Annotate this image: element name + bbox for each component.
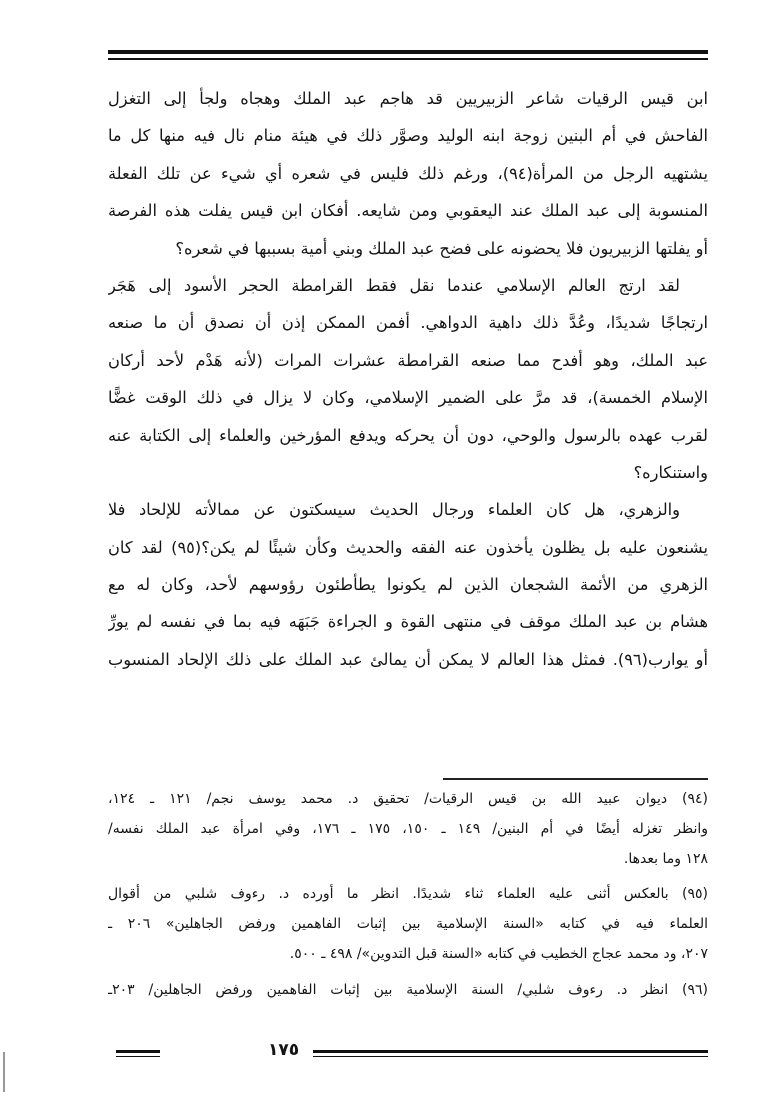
footer-rule-thick [313, 1050, 708, 1053]
header-rule-thick [108, 50, 708, 54]
footnote-separator [443, 778, 708, 780]
text-line: لقد ارتج العالم الإسلامي عندما نقل فقط القرامطة الحجر الأسود إلى هَجَر [108, 275, 680, 295]
text-line: هشام بن عبد الملك موقف في منتهى القوة و الجراءة جَبَهَه فيه بما في نفسه لم يورِّ [108, 612, 708, 632]
text-line: لقرب عهده بالرسول والوحي، دون أن يحركه ويدفع المؤرخين والعلماء إلى الكتابة عنه [108, 425, 708, 445]
paragraph [108, 491, 708, 678]
text-line: يشنعون عليه بل يظلون يأخذون عنه الفقه والحديث وكأن شيئًا لم يكن؟(٩٥) لقد كان [108, 537, 708, 557]
footnote-95 [108, 880, 708, 969]
page-number: ١٧٥ [268, 1040, 300, 1060]
paragraph [108, 80, 708, 267]
footnote-line: (٩٦) انظر د. رءوف شلبي/ السنة الإسلامية بين إثبات الفاهمين ورفض الجاهلين/ ٢٠٣ـ [108, 981, 708, 998]
footnote-96 [108, 976, 708, 1006]
footnote-line: العلماء فيه في كتابه «السنة الإسلامية بين إثبات الفاهمين ورفض الجاهلين» ٢٠٦ ـ [108, 916, 708, 933]
footnote-line: ٢٠٧، ود محمد عجاج الخطيب في كتابه «السنة قبل التدوين»/ ٤٩٨ ـ ٥٠٠. [289, 945, 708, 962]
footnotes [108, 785, 708, 1006]
text-line: والزهري، هل كان العلماء ورجال الحديث سيسكتون عن ممالأته للإلحاد فلا [108, 500, 680, 520]
text-line: أو يوارب(٩٦). فمثل هذا العالم لا يمكن أن يمالئ عبد الملك على ذلك الإلحاد المنسوب [108, 649, 708, 669]
text-line: الإسلام الخمسة)، قد مرَّ على الضمير الإسلامي، وكان لا يزال في ذلك الوقت غضًّا [108, 388, 708, 408]
text-line: يشتهيه الرجل من المرأة(٩٤)، ورغم ذلك فليس في شعره أي شيء عن تلك الفعلة [108, 163, 708, 183]
main-text [108, 80, 708, 678]
page-footer [108, 1042, 708, 1064]
footnote-line: وانظر تغزله أيضًا في أم البنين/ ١٤٩ ـ ١٥٠، ١٧٥ ـ ١٧٦، وفي امرأة عبد الملك نفسه/ [108, 820, 708, 837]
footer-rule-short-thick [116, 1050, 160, 1053]
footnote-94 [108, 785, 708, 874]
footer-rule-short-thin [116, 1056, 160, 1057]
paragraph [108, 267, 708, 491]
text-line: ارتجاجًا شديدًا، وعُدَّ ذلك داهية الدواهي. أفمن الممكن إذن أن نصدق أن ما صنعه [108, 313, 708, 333]
text-line: المنسوبة إلى عبد الملك عند اليعقوبي ومن شايعه. أفكان ابن قيس يفلت هذه الفرصة [108, 201, 708, 221]
text-line: الزهري من الأئمة الشجعان الذين لم يكونوا يطأطئون رؤوسهم لأحد، وكان له مع [108, 575, 708, 595]
footnote-line: (٩٤) ديوان عبيد الله بن قيس الرقيات/ تحقيق د. محمد يوسف نجم/ ١٢١ ـ ١٢٤، [108, 791, 708, 807]
text-line: الفاحش في أم البنين زوجة ابنه الوليد وصوَّر ذلك في هيئة منام نال فيه منها كل ما [108, 126, 708, 146]
footnote-line: (٩٥) بالعكس أثنى عليه العلماء ثناء شديدًا. انظر ما أورده د. رءوف شلبي من أقوال [108, 886, 708, 903]
text-line: أو يفلتها الزبيريون فلا يحضونه على فضح عبد الملك وبني أمية بسببها في شعره؟ [175, 238, 708, 258]
footer-rule-thin [313, 1056, 708, 1057]
header-rule-thin [108, 58, 708, 60]
text-line: ابن قيس الرقيات شاعر الزبيريين قد هاجم عبد الملك وهجاه ولجأ إلى التغزل [108, 89, 708, 108]
scan-edge-mark [3, 1052, 5, 1092]
text-line: عبد الملك، وهو أفدح مما صنعه القرامطة عشرات المرات (لأنه هَدْم لأحد أركان [108, 350, 708, 370]
footnote-line: ١٢٨ وما بعدها. [623, 850, 708, 867]
text-line: واستنكاره؟ [633, 462, 708, 482]
